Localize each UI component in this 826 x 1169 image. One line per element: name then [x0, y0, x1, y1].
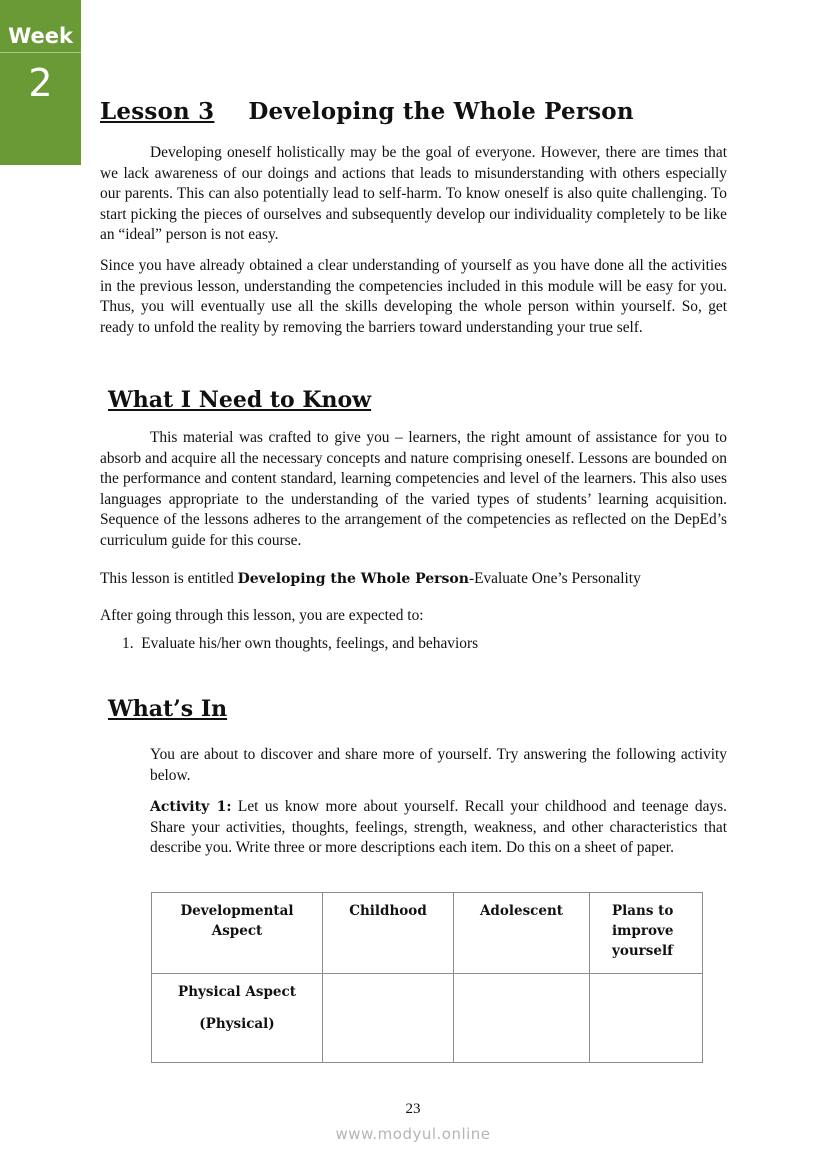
what-i-need-to-know-heading: What I Need to Know [108, 387, 372, 413]
cell-plans[interactable] [590, 974, 703, 1063]
activity-table [151, 892, 703, 1063]
intro-paragraph-1: Developing oneself holistically may be the goal of everyone. However, there are times that we lack awareness of our doings and actions that leads to misunderstanding with others especially our parents. This can also potentially lead to self-harm. To know oneself is also quite challenging. To start picking the pieces of ourselves and subsequently develop our individuality completely to be like an “ideal” person is not easy. [100, 144, 727, 244]
activity-label: Activity 1: [150, 799, 232, 816]
lesson-name: Developing the Whole Person [248, 98, 634, 125]
lesson-number: Lesson 3 [100, 98, 215, 125]
need-to-know-section [100, 428, 727, 654]
cell-adolescent[interactable] [454, 974, 590, 1063]
objective-number: 1. [122, 634, 134, 652]
intro-paragraph-2: Since you have already obtained a clear understanding of yourself as you have done all the activities in the previous lesson, understanding the competencies included in this module will be easy for you. Thus, you will eventually use all the skills developing the whole person within yourself. So, get ready to unfold the reality by removing the barriers toward understanding your true self. [100, 256, 727, 336]
activity-text: Let us know more about yourself. Recall your childhood and teenage days. Share your activities, thoughts, feelings, strength, weakness, and other characteristics that describe you. Write three or more descriptions each item. Do this on a sheet of paper. [150, 798, 727, 857]
whats-in-heading: What’s In [108, 696, 228, 722]
watermark-link[interactable]: www.modyul.online [335, 1125, 491, 1143]
header-childhood: Childhood [323, 893, 454, 974]
lesson-entitled [100, 569, 727, 590]
intro-section [100, 143, 727, 338]
week-tab [0, 0, 81, 165]
week-number: 2 [28, 61, 53, 105]
whats-in-paragraph: You are about to discover and share more of yourself. Try answering the following activity below. [150, 746, 727, 784]
objective-item [100, 634, 727, 655]
header-plans: Plans to improve yourself [590, 893, 703, 974]
header-developmental-aspect: Developmental Aspect [152, 893, 323, 974]
header-adolescent: Adolescent [454, 893, 590, 974]
objective-text: Evaluate his/her own thoughts, feelings, and behaviors [141, 634, 479, 652]
cell-aspect [152, 974, 323, 1063]
entitled-prefix: This lesson is entitled [100, 569, 238, 587]
page-number: 23 [405, 1101, 421, 1117]
activity-paragraph [150, 797, 727, 859]
aspect-name: Physical Aspect [178, 984, 296, 1000]
entitled-bold: Developing the Whole Person [237, 570, 469, 587]
table-row [152, 974, 703, 1063]
lesson-title [100, 98, 634, 125]
aspect-sub: (Physical) [199, 1016, 275, 1032]
cell-childhood[interactable] [323, 974, 454, 1063]
expected-text: After going through this lesson, you are expected to: [100, 607, 424, 625]
table-header-row [152, 893, 703, 974]
entitled-suffix: -Evaluate One’s Personality [468, 569, 641, 587]
need-to-know-paragraph: This material was crafted to give you – learners, the right amount of assistance for you to absorb and acquire all the necessary concepts and nature comprising oneself. Lessons are bounded on the performance and content standard, learning competencies and level of the learners. This also uses languages appropriate to the understanding of the varied types of students’ learning acquisition. Sequence of the lessons adheres to the arrangement of the competencies as reflected on the DepEd’s curriculum guide for this course. [100, 429, 727, 549]
week-label: Week [0, 0, 81, 53]
whats-in-section [150, 745, 727, 859]
